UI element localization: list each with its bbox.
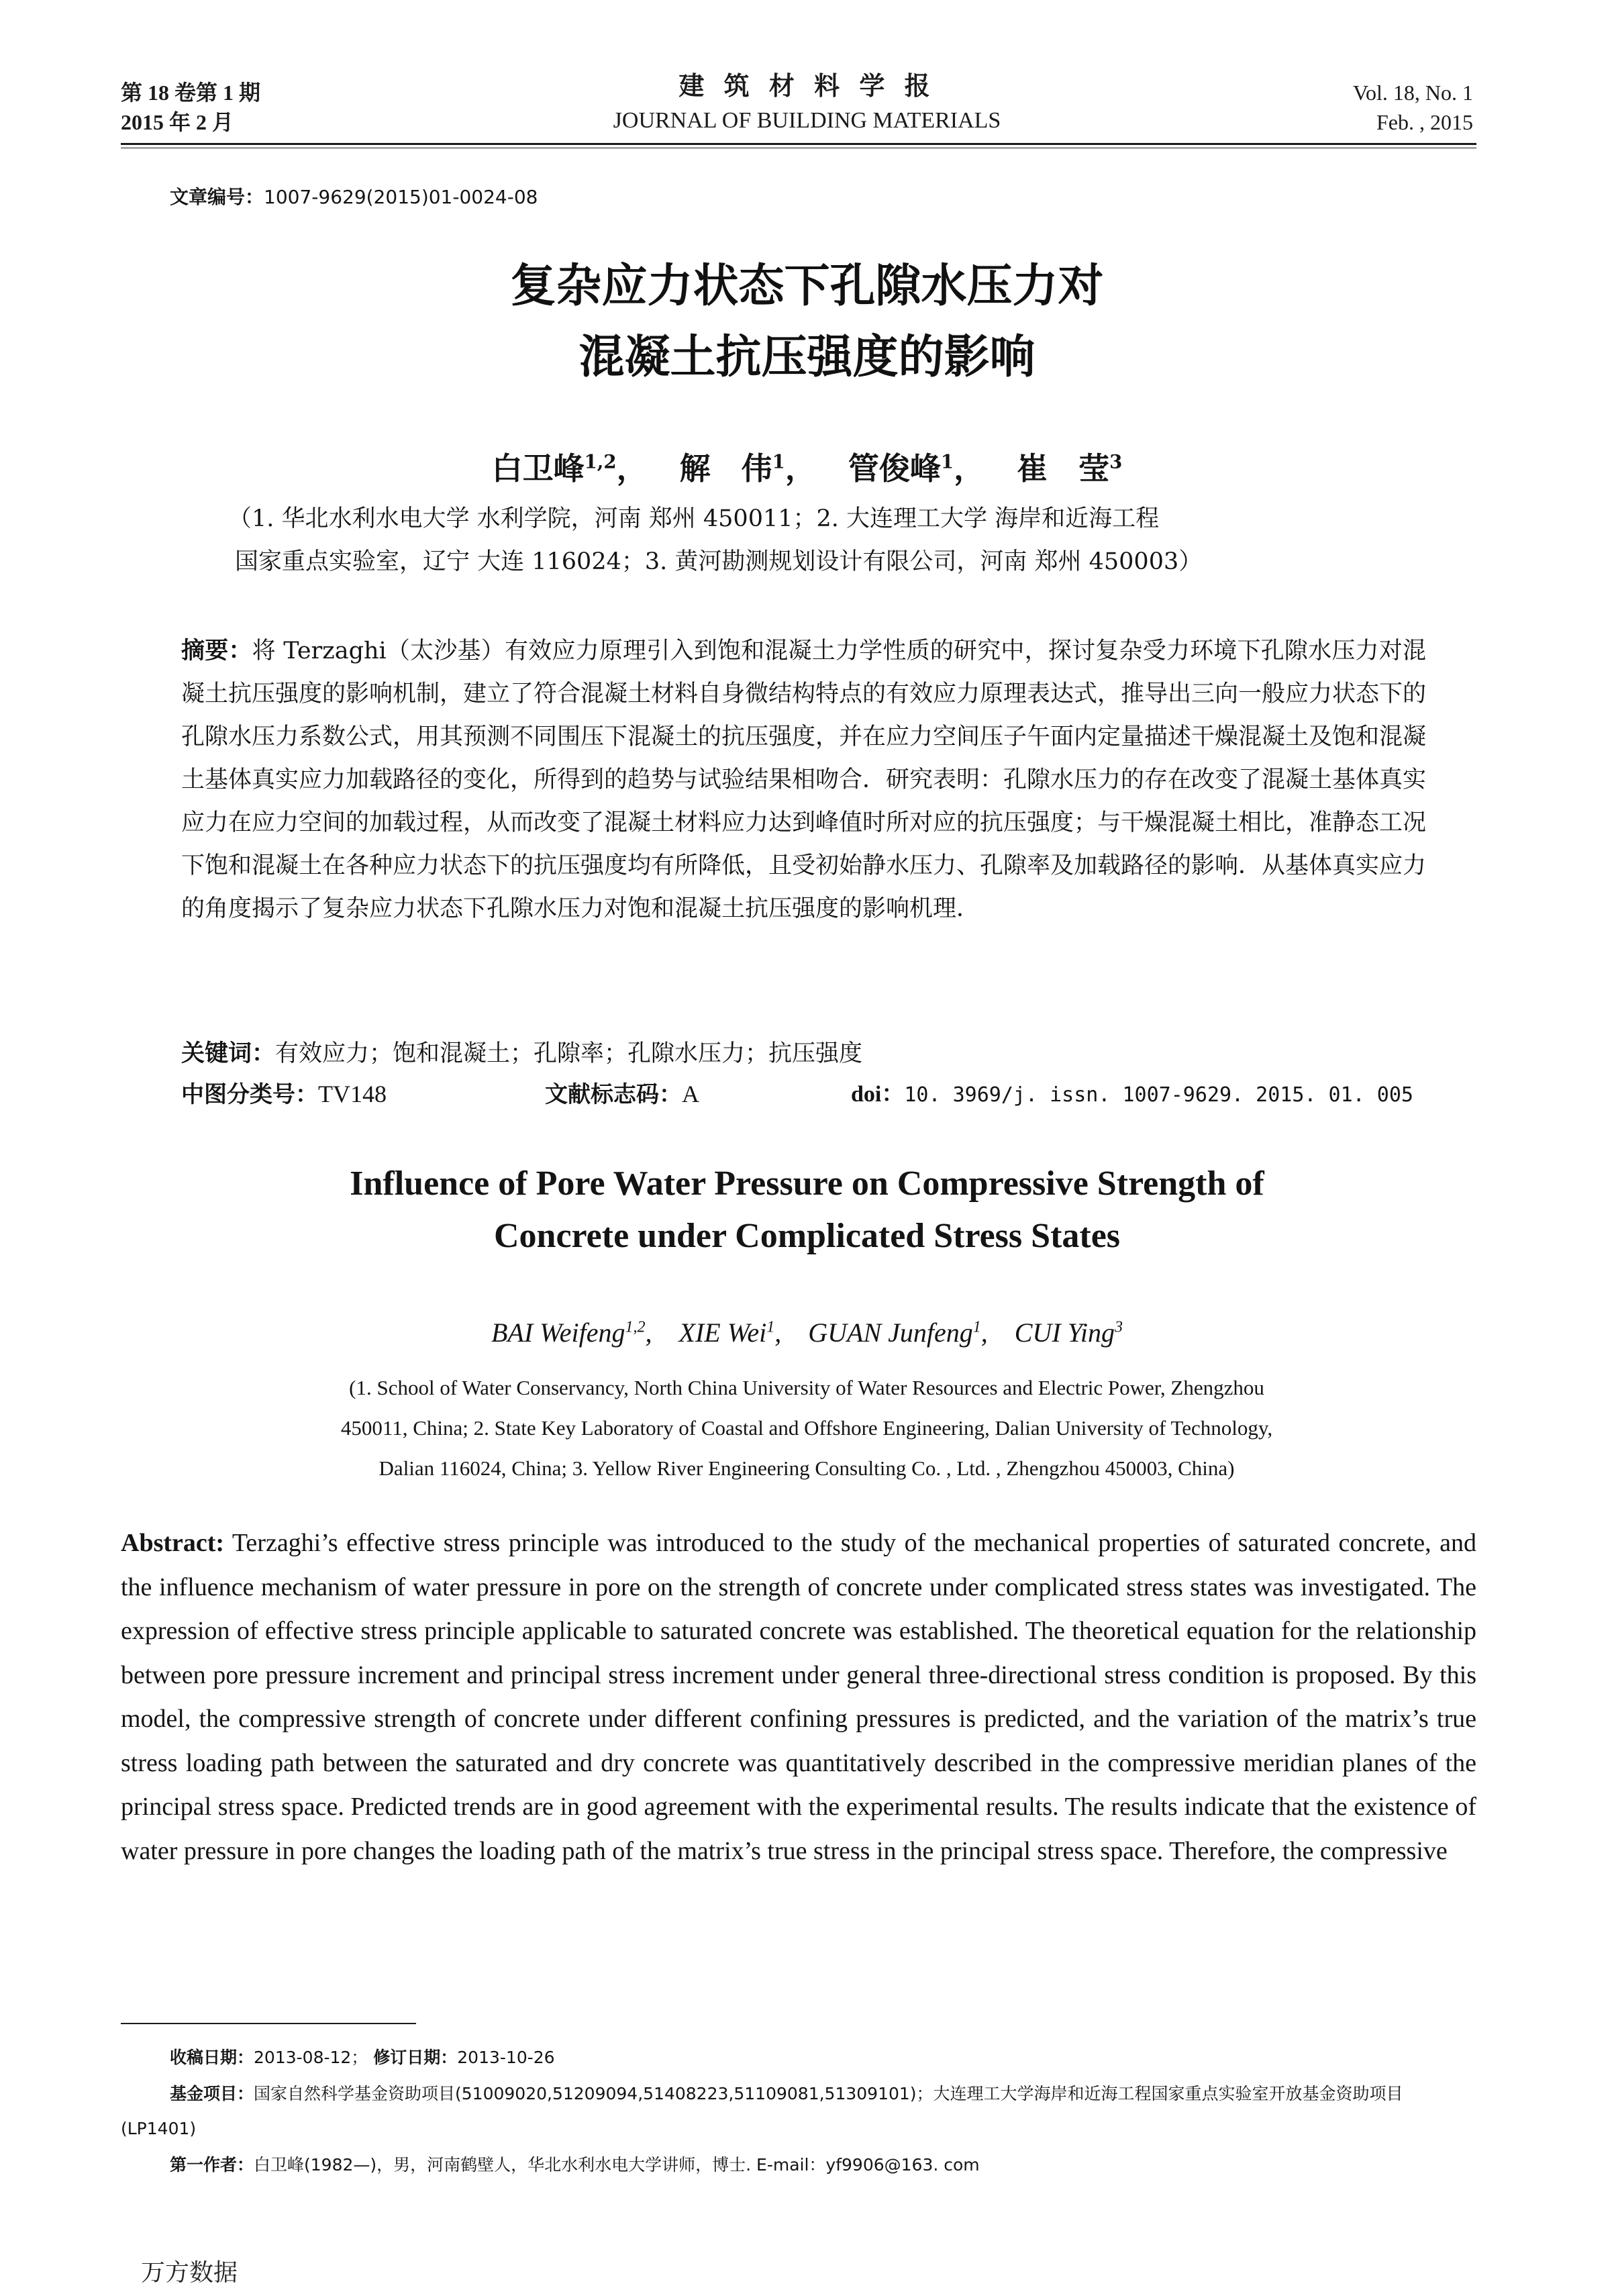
keywords-cn-label: 关键词：	[181, 1040, 276, 1067]
keywords-cn-text: 有效应力；饱和混凝土；孔隙率；孔隙水压力；抗压强度	[275, 1040, 863, 1067]
abstract-cn-label: 摘要：	[181, 638, 252, 664]
author-en: CUI Ying$^3$	[1014, 1317, 1123, 1348]
keywords-cn	[181, 1032, 1426, 1075]
abstract-cn	[181, 630, 1426, 930]
footnote-fund: 基金项目：国家自然科学基金资助项目(51009020,51209094,51408223,51109081,51309101)；大连理工大学海岸和近海工程国家重点实验室开放基金资助项目(LP1401)	[121, 2084, 1403, 2138]
volume-issue-cn: 第 18 卷第 1 期	[121, 81, 261, 105]
author-cn: 解 伟$^1$	[679, 450, 785, 487]
abstract-en	[121, 1521, 1476, 1873]
volume-issue-en: Vol. 18, No. 1	[1353, 81, 1473, 105]
title-cn-line2: 混凝土抗压强度的影响	[578, 331, 1036, 384]
journal-title-cn: 建 筑 材 料 学 报	[678, 71, 936, 101]
footnote-dates: 收稿日期：2013-08-12； 修订日期：2013-10-26	[170, 2048, 555, 2067]
abstract-cn-text: 将 Terzaghi（太沙基）有效应力原理引入到饱和混凝土力学性质的研究中，探讨复杂受力环境下孔隙水压力对混凝土抗压强度的影响机制，建立了符合混凝土材料自身微结构特点的有效应力原理表达式，推导出三向一般应力状态下的孔隙水压力系数公式，用其预测不同围压下混凝土的抗压强度，并在应力空间压子午面内定量描述干燥混凝土及饱和混凝土基体真实应力加载路径的变化，所得到的趋势与试验结果相吻合．研究表明：孔隙水压力的存在改变了混凝土基体真实应力在应力空间的加载过程，从而改变了混凝土材料应力达到峰值时所对应的抗压强度；与干燥混凝土相比，准静态工况下饱和混凝土在各种应力状态下的抗压强度均有所降低，且受初始静水压力、孔隙率及加载路径的影响．从基体真实应力的角度揭示了复杂应力状态下孔隙水压力对饱和混凝土抗压强度的影响机理．	[181, 638, 1427, 922]
abstract-en-text: Terzaghi’s effective stress principle was introduced to the study of the mechanical properties of saturated concrete, and the influence mechanism of water pressure in pore on the strength of concrete under complicated stress states was investigated. The expression of effective stress principle applicable to saturated concrete was established. The theoretical equation for the relationship between pore pressure increment and principal stress increment under general three-directional stress condition is proposed. By this model, the compressive strength of concrete under different confining pressures is predicted, and the variation of the matrix’s true stress loading path between the saturated and dry concrete was quantitatively described in the compressive meridian planes of the principal stress space. Predicted trends are in good agreement with the experimental results. The results indicate that the existence of water pressure in pore changes the loading path of the matrix’s true stress in the principal stress space. Therefore, the compressive	[121, 1529, 1476, 1865]
article-number-label: 文章编号：	[170, 186, 264, 208]
footnote-first-author: 第一作者：白卫峰(1982—)，男，河南鹤壁人，华北水利水电大学讲师，博士. E-mail：yf9906@163. com	[170, 2155, 980, 2175]
title-en-line2: Concrete under Complicated Stress States	[493, 1217, 1121, 1255]
author-cn: 管俊峰$^1$	[848, 450, 954, 487]
authors-cn: 白卫峰$^{1,2}$， 解 伟$^1$， 管俊峰$^1$， 崔 莹$^3$	[491, 450, 1123, 487]
date-en: Feb. , 2015	[1376, 110, 1473, 134]
article-number	[170, 183, 538, 209]
watermark: 万方数据	[141, 2259, 238, 2287]
affiliation-en-line3: Dalian 116024, China; 3. Yellow River Engineering Consulting Co. , Ltd. , Zhengzhou 450003, China)	[379, 1456, 1235, 1480]
author-cn: 崔 莹$^3$	[1017, 450, 1123, 487]
author-en: BAI Weifeng$^{1,2}$	[491, 1317, 646, 1348]
header-rule	[121, 143, 1476, 145]
document-code: 文献标志码：A	[545, 1081, 699, 1108]
author-en: XIE Wei$^1$	[678, 1317, 775, 1348]
affiliation-cn-line2: 国家重点实验室，辽宁 大连 116024；3. 黄河勘测规划设计有限公司，河南 郑州 450003）	[235, 548, 1203, 575]
abstract-en-label: Abstract:	[121, 1529, 225, 1557]
title-cn-line1: 复杂应力状态下孔隙水压力对	[510, 260, 1104, 313]
authors-en: BAI Weifeng$^{1,2}$, XIE Wei$^1$, GUAN Junfeng$^1$, CUI Ying$^3$	[491, 1317, 1123, 1348]
author-en: GUAN Junfeng$^1$	[808, 1317, 981, 1348]
affiliation-en-line1: (1. School of Water Conservancy, North China University of Water Resources and Electric Power, Zhengzhou	[349, 1376, 1264, 1399]
author-cn: 白卫峰$^{1,2}$	[491, 450, 617, 487]
affiliation-cn-line1: （1. 华北水利水电大学 水利学院，河南 郑州 450011；2. 大连理工大学 海岸和近海工程	[228, 505, 1160, 532]
clc-number: 中图分类号：TV148	[181, 1081, 387, 1108]
doi: doi：10. 3969/j. issn. 1007-9629. 2015. 01. 005	[851, 1082, 1413, 1107]
article-number-value: 1007-9629(2015)01-0024-08	[264, 186, 538, 208]
footnote-rule	[121, 2023, 416, 2024]
title-en-line1: Influence of Pore Water Pressure on Compressive Strength of	[350, 1164, 1264, 1203]
journal-title-en: JOURNAL OF BUILDING MATERIALS	[613, 108, 1001, 133]
date-cn: 2015 年 2 月	[121, 110, 234, 134]
affiliation-en-line2: 450011, China; 2. State Key Laboratory of Coastal and Offshore Engineering, Dalian University of Technology,	[340, 1416, 1273, 1440]
